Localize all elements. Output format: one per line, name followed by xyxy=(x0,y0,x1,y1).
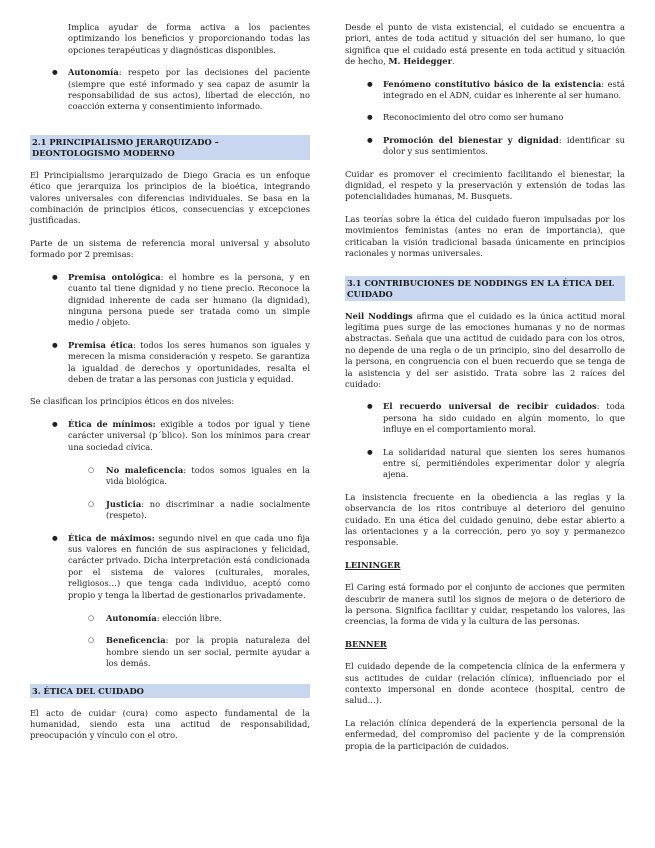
bullet-list xyxy=(345,79,625,158)
sub-list xyxy=(68,613,310,670)
paragraph: Se clasifican los principios éticos en dos niveles: xyxy=(30,396,235,407)
left-column xyxy=(30,22,310,753)
list-item: ● Premisa ontológica: el hombre es la persona, y en cuanto tal tiene dignidad y no tiene precio. Reconoce la dignidad inherente de cada ser humano (la dignidad), ninguna persona puede ser tratada como un simple medio / objeto. xyxy=(30,272,310,329)
subheading-benner: BENNER xyxy=(345,638,387,649)
paragraph: El acto de cuidar (cura) como aspecto fundamental de la humanidad, siendo esta una actitud de responsabilidad, preocupación y vínculo con el otro. xyxy=(30,707,310,741)
paragraph: Desde el punto de vista existencial, el cuidado se encuentra a priori, antes de toda actitud y situación del ser humano, lo que significa que el cuidado está presente en toda actitud y situación de hecho, M. Heidegger. xyxy=(345,22,625,67)
list-item: ● Ética de máximos: segundo nivel en que cada uno fija sus valores en función de sus aspiraciones y felicidad, carácter privado. Dicha interpretación está condicionada por el sistema de valores (culturales, morales, religiosos…) que tenga cada individuo, aceptó como propio y tenga la libertad de gestionarlos privadamente. ○ Autonomía: elección libre. ○ Beneficencia: por la propia naturaleza del hombre siendo un ser social, permite ayudar a los demás. xyxy=(30,533,310,670)
right-column xyxy=(345,22,625,763)
list-item: ○ Justicia: no discriminar a nadie socialmente (respeto). xyxy=(68,499,310,522)
paragraph: Parte de un sistema de referencia moral universal y absoluto formado por 2 premisas: xyxy=(30,237,310,260)
sub-list xyxy=(68,465,310,522)
list-item: ● Premisa ética: todos los seres humanos son iguales y merecen la misma consideración y respeto. Se garantiza la igualdad de derechos y oportunidades, resalta el deben de tratar a las personas con justicia y equidad. xyxy=(30,340,310,386)
list-item: ● El recuerdo universal de recibir cuidados: toda persona ha sido cuidado en algún momento, lo que influye en el comportamiento moral. xyxy=(345,401,625,435)
paragraph: El cuidado depende de la competencia clínica de la enfermera y sus actitudes de cuidar (relación clínica), influenciado por el contexto impersonal en donde acontece (hospital, centro de salud…). xyxy=(345,661,625,706)
list-item: ● Reconocimiento del otro como ser humano xyxy=(345,112,625,123)
section-heading: 3. ÉTICA DEL CUIDADO xyxy=(30,684,310,698)
list-item: ● La solidaridad natural que sienten los seres humanos entre sí, permitiéndoles experimentar dolor y alegría ajena. xyxy=(345,447,625,481)
bullet-list xyxy=(30,272,310,386)
bullet-list xyxy=(30,419,310,670)
bullet-list xyxy=(345,401,625,480)
paragraph: Implica ayudar de forma activa a los pacientes optimizando los beneficios y proporcionando todas las opciones terapéuticas y diagnósticas disponibles. xyxy=(68,22,310,55)
paragraph: La relación clínica dependerá de la experiencia personal de la enfermedad, del compromiso del paciente y de la comprensión propia de la participación de cuidados. xyxy=(345,717,625,751)
paragraph: Cuidar es promover el crecimiento facilitando el bienestar, la dignidad, el respeto y la preservación y extensión de todas las potencialidades humanas, M. Busquets. xyxy=(345,168,625,202)
paragraph: El Caring está formado por el conjunto de acciones que permiten descubrir de manera sutil los signos de mejora o de deterioro de la persona. Significa facilitar y cuidar, respetando los valores, las creencias, la forma de vida y la cultura de las personas. xyxy=(345,582,625,627)
subheading-leininger: LEININGER xyxy=(345,559,401,570)
paragraph: El Principialismo jerarquizado de Diego Gracia es un enfoque ético que jerarquiza los principios de la bioética, integrando valores universales con diferencias individuales. Se basa en la combinación de principios éticos, consecuencias y excepciones justificadas. xyxy=(30,169,310,226)
list-item: ○ No maleficencia: todos somos iguales en la vida biológica. xyxy=(68,465,310,488)
paragraph: La insistencia frecuente en la obediencia a las reglas y la observancia de los ritos contribuye al deterioro del genuino cuidado. En una ética del cuidado genuino, debe estar abierto a las orientaciones y a la corrección, pero yo soy y permanezco responsable. xyxy=(345,491,625,548)
list-item: ● Ética de mínimos: exigible a todos por igual y tiene carácter universal (p´blico). Son los mínimos para crear una sociedad cívica. ○ No maleficencia: todos somos iguales en la vida biológica. ○ Justicia: no discriminar a nadie socialmente (respeto). xyxy=(30,419,310,522)
bullet-list xyxy=(30,67,310,113)
paragraph: Las teorías sobre la ética del cuidado fueron impulsadas por los movimientos feministas (antes no eran de importancia), que criticaban la visión tradicional basada únicamente en principios racionales y normas universales. xyxy=(345,213,625,259)
paragraph: Neil Noddings afirma que el cuidado es la única actitud moral legítima pues surge de las emociones humanas y no de normas abstractas. Señala que una actitud de cuidado para con los otros, no depende de una regla o de un principio, sino del desarrollo de la persona, en congruencia con el buen recuerdo que se tenga de la asistencia y del ser asistido. Trata sobre las 2 raíces del cuidado: xyxy=(345,310,625,389)
list-item: ● Autonomía: respeto por las decisiones del paciente (siempre que esté informado y sea capaz de asumir la responsabilidad de sus actos), libertad de elección, no coacción externa y consentimiento informado. xyxy=(30,67,310,113)
section-heading: 2.1 PRINCIPIALISMO JERARQUIZADO – DEONTOLOGISMO MODERNO xyxy=(30,135,310,160)
list-item: ○ Autonomía: elección libre. xyxy=(68,613,310,624)
section-heading: 3.1 CONTRIBUCIONES DE NODDINGS EN LA ÉTICA DEL CUIDADO xyxy=(345,276,625,301)
list-item: ● Fenómeno constitutivo básico de la existencia: está integrado en el ADN, cuidar es inherente al ser humano. xyxy=(345,79,625,102)
list-item: ● Promoción del bienestar y dignidad: identificar su dolor y sus sentimientos. xyxy=(345,135,625,158)
list-item: ○ Beneficencia: por la propia naturaleza del hombre siendo un ser social, permite ayudar a los demás. xyxy=(68,635,310,669)
